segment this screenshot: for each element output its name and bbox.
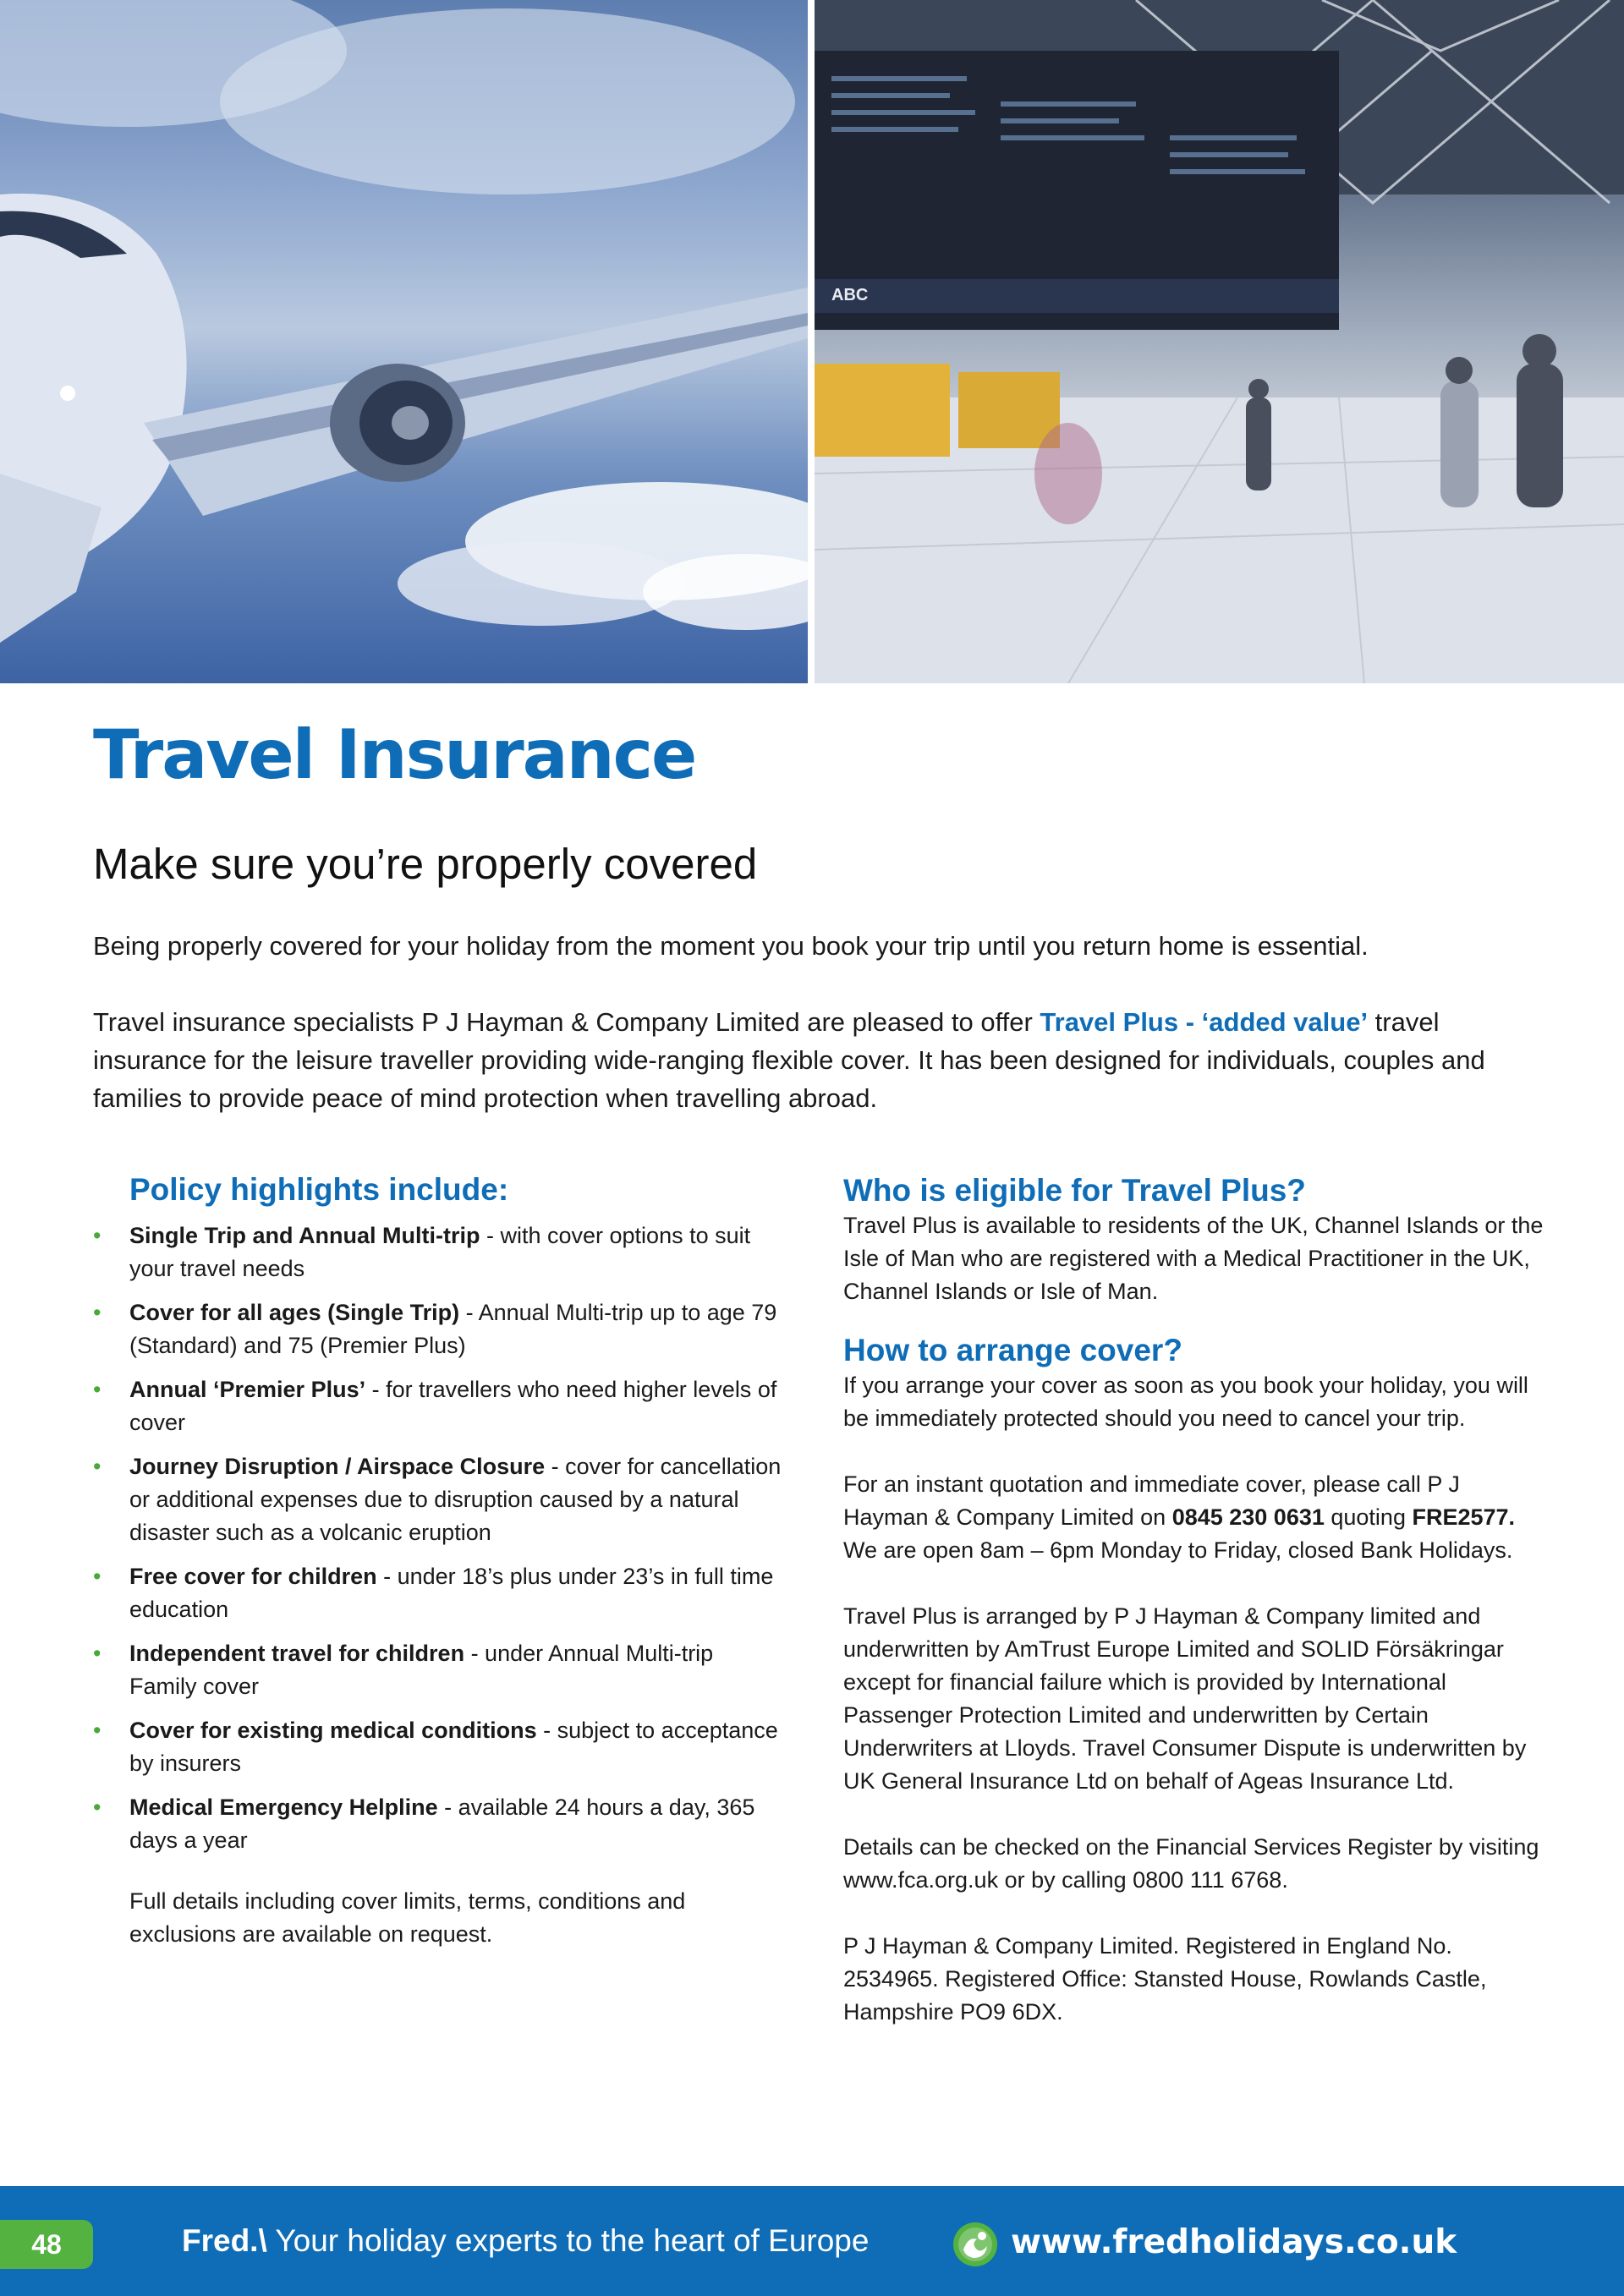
quote-text-start: For an instant quotation and immediate cover, please call P J Hayman & Company Limited on — [843, 1471, 1460, 1530]
bullet-icon: • — [93, 1641, 102, 1666]
highlight-term: Journey Disruption / Airspace Closure — [129, 1454, 546, 1479]
quote-text-end: We are open 8am – 6pm Monday to Friday, closed Bank Holidays. — [843, 1537, 1513, 1563]
highlight-term: Free cover for children — [129, 1564, 377, 1589]
highlight-detail: - for travellers who need higher levels of cover — [129, 1377, 777, 1435]
highlights-title: Policy highlights include: — [129, 1172, 509, 1207]
highlight-detail: - cover for cancellation or additional expenses due to disruption caused by a natural disaster such as a volcanic eruption — [129, 1454, 782, 1545]
arrange-paragraph-3: Travel Plus is arranged by P J Hayman & Company limited and underwritten by AmTrust Europe Limited and SOLID Försäkringar except for financial failure which is provided by International Passenger Protection Limited and underwritten by Certain Underwriters at Lloyds. Travel Consumer Dispute is underwritten by UK General Insurance Ltd on behalf of Ageas Insurance Ltd. — [843, 1603, 1527, 1794]
highlight-term: Independent travel for children — [129, 1641, 465, 1666]
list-item — [93, 1373, 787, 1439]
page-number: 48 — [0, 2220, 93, 2269]
highlight-detail: - available 24 hours a day, 365 days a year — [129, 1795, 755, 1853]
quote-code: FRE2577. — [1412, 1504, 1516, 1530]
full-details-note: Full details including cover limits, terms, conditions and exclusions are available on request. — [129, 1888, 686, 1947]
highlight-term: Annual ‘Premier Plus’ — [129, 1377, 366, 1402]
highlight-term: Cover for all ages (Single Trip) — [129, 1300, 460, 1325]
footer-bar — [0, 2186, 1624, 2296]
page-subtitle: Make sure you’re properly covered — [93, 840, 758, 888]
intro-text-start: Travel insurance specialists P J Hayman & Company Limited are pleased to offer — [93, 1007, 1040, 1037]
list-item — [93, 1296, 787, 1362]
intro-paragraph-2 — [93, 1003, 1548, 1117]
policy-highlights — [93, 1172, 787, 1951]
website-link[interactable]: www.fredholidays.co.uk — [1011, 2223, 1457, 2261]
bullet-icon: • — [93, 1454, 102, 1479]
list-item — [93, 1219, 787, 1285]
airport-terminal-photo — [815, 0, 1624, 683]
intro-text-end: travel insurance for the leisure traveller providing wide-ranging flexible cover. It has been designed for individuals, couples and families to provide peace of mind protection when travelling abroad. — [93, 1007, 1485, 1113]
arrange-paragraph-2 — [843, 1468, 1545, 1567]
bullet-icon: • — [93, 1564, 102, 1589]
highlight-detail: - under 18’s plus under 23’s in full time education — [129, 1564, 774, 1622]
arrange-paragraph-4: Details can be checked on the Financial Services Register by visiting www.fca.org.uk or by calling 0800 111 6768. — [843, 1834, 1539, 1893]
bullet-icon: • — [93, 1300, 102, 1325]
eligibility-and-arrangement — [843, 1172, 1545, 2029]
fred-logo-icon — [952, 2221, 999, 2268]
bullet-icon: • — [93, 1795, 102, 1820]
highlight-detail: - subject to acceptance by insurers — [129, 1718, 778, 1776]
airplane-photo — [0, 0, 808, 683]
registration-details: P J Hayman & Company Limited. Registered in England No. 2534965. Registered Office: Stansted House, Rowlands Castle, Hampshire PO9 6DX. — [843, 1933, 1487, 2025]
highlight-detail: - with cover options to suit your travel needs — [129, 1223, 751, 1281]
travel-plus-highlight: Travel Plus - ‘added value’ — [1040, 1007, 1369, 1037]
eligibility-title: Who is eligible for Travel Plus? — [843, 1173, 1306, 1208]
bullet-icon: • — [93, 1377, 102, 1402]
tagline-text: Your holiday experts to the heart of Europe — [266, 2223, 870, 2258]
highlights-list — [93, 1219, 787, 1857]
quote-text-mid: quoting — [1324, 1504, 1413, 1530]
footer-tagline — [182, 2223, 869, 2259]
intro-paragraph-1: Being properly covered for your holiday from the moment you book your trip until you return home is essential. — [93, 931, 1369, 961]
highlight-term: Single Trip and Annual Multi-trip — [129, 1223, 480, 1248]
list-item — [93, 1714, 787, 1780]
bullet-icon: • — [93, 1223, 102, 1248]
hero-photos — [0, 0, 1624, 683]
bullet-icon: • — [93, 1718, 102, 1743]
arrange-paragraph-1: If you arrange your cover as soon as you book your holiday, you will be immediately protected should you need to cancel your trip. — [843, 1373, 1528, 1431]
arrange-title: How to arrange cover? — [843, 1333, 1182, 1367]
brand-name: Fred.\ — [182, 2223, 267, 2258]
list-item — [93, 1450, 787, 1549]
phone-number[interactable]: 0845 230 0631 — [1171, 1504, 1325, 1530]
highlight-term: Cover for existing medical conditions — [129, 1718, 537, 1743]
svg-text:ABC: ABC — [831, 286, 869, 304]
highlight-term: Medical Emergency Helpline — [129, 1795, 438, 1820]
list-item — [93, 1637, 787, 1703]
list-item — [93, 1560, 787, 1626]
page-title: Travel Insurance — [93, 715, 696, 794]
eligibility-text: Travel Plus is available to residents of the UK, Channel Islands or the Isle of Man who are registered with a Medical Practitioner in the UK, Channel Islands or Isle of Man. — [843, 1213, 1544, 1304]
highlight-detail: - Annual Multi-trip up to age 79 (Standard) and 75 (Premier Plus) — [129, 1300, 777, 1358]
list-item — [93, 1791, 787, 1857]
highlight-detail: - under Annual Multi-trip Family cover — [129, 1641, 714, 1699]
